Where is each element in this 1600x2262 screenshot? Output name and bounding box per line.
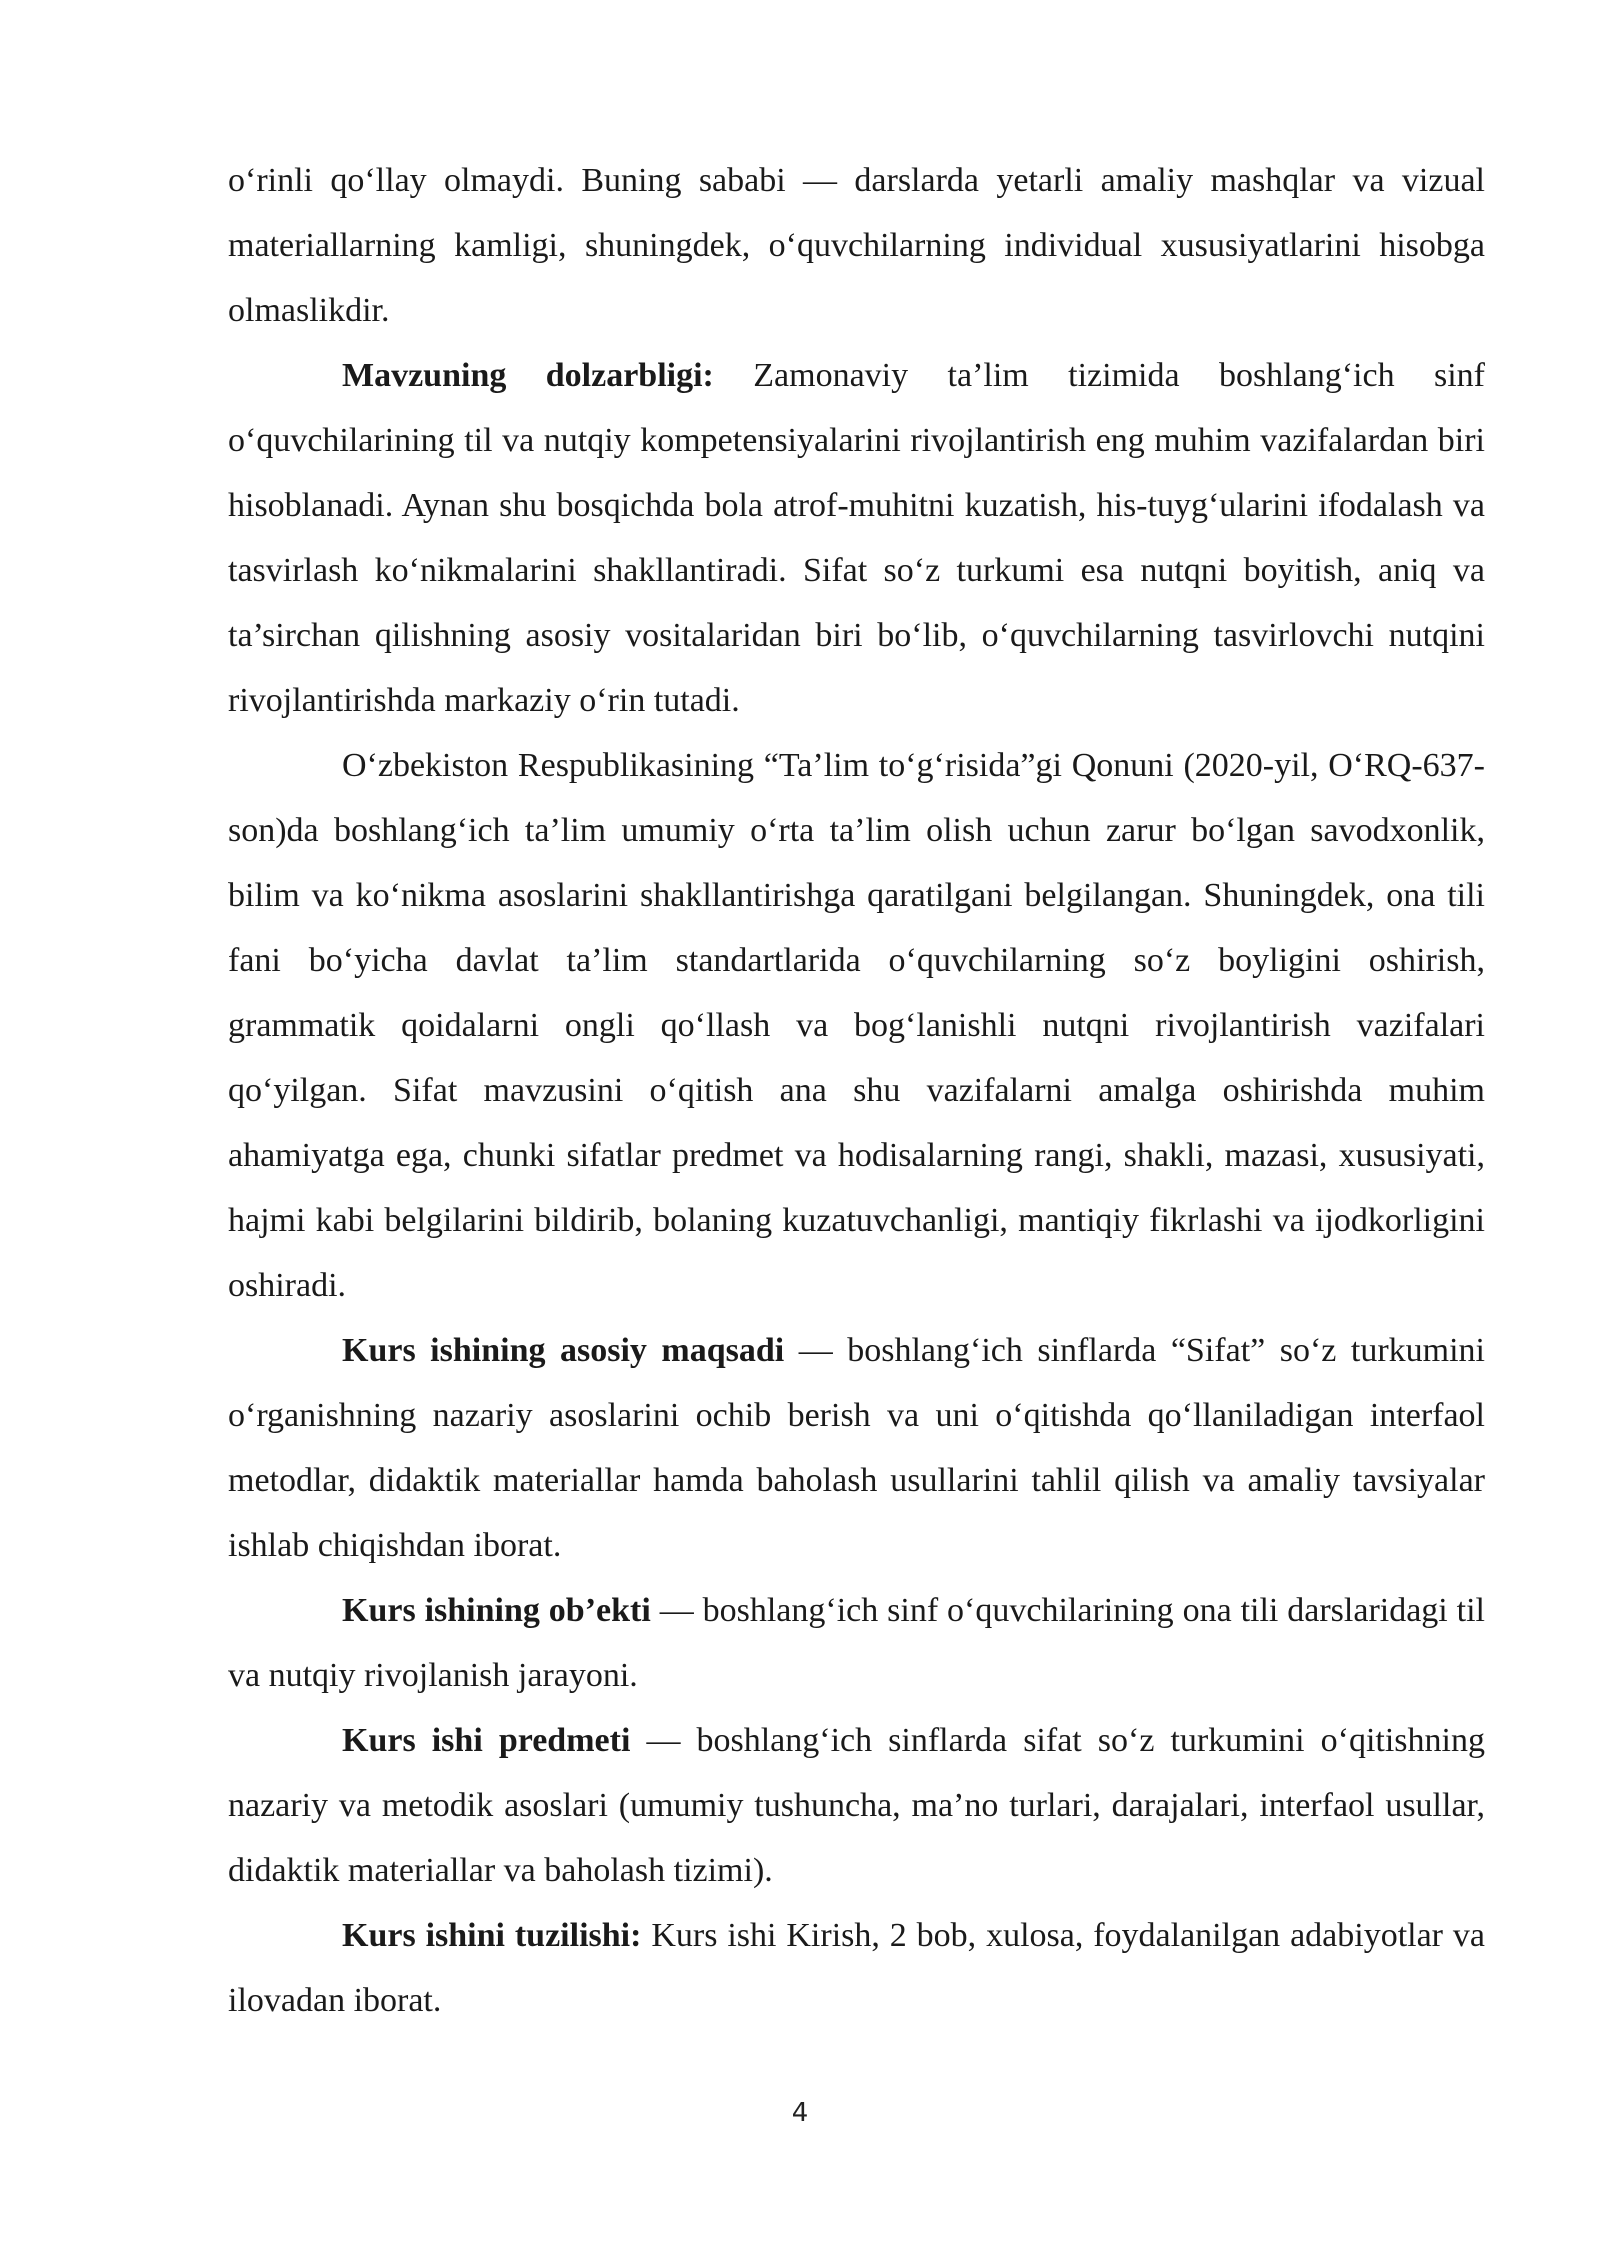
paragraph-goal <box>228 1318 1485 1578</box>
paragraph-text: — boshlang‘ich sinflarda “Sifat” so‘z turkumini o‘rganishning nazariy asoslarini ochib berish va uni o‘qitishda qo‘llaniladigan interfaol metodlar, didaktik materiallar hamda baholash usullarini tahlil qilish va amaliy tavsiyalar ishlab chiqishdan iborat. <box>228 1332 1486 1564</box>
paragraph-text: Zamonaviy ta’lim tizimida boshlang‘ich sinf o‘quvchilarining til va nutqiy kompetensiyalarini rivojlantirish eng muhim vazifalardan biri hisoblanadi. Aynan shu bosqichda bola atrof-muhitni kuzatish, his-tuyg‘ularini ifodalash va tasvirlash ko‘nikmalarini shakllantiradi. Sifat so‘z turkumi esa nutqni boyitish, aniq va ta’sirchan qilishning asosiy vositalaridan biri bo‘lib, o‘quvchilarning tasvirlovchi nutqini rivojlantirishda markaziy o‘rin tutadi. <box>228 357 1485 719</box>
paragraph-text: O‘zbekiston Respublikasining “Ta’lim to‘g‘risida”gi Qonuni (2020-yil, O‘RQ-637-son)da boshlang‘ich ta’lim umumiy o‘rta ta’lim olish uchun zarur bo‘lgan savodxonlik, bilim va ko‘nikma asoslarini shakllantirishga qaratilgani belgilangan. Shuningdek, ona tili fani bo‘yicha davlat ta’lim standartlarida o‘quvchilarning so‘z boyligini oshirish, grammatik qoidalarni ongli qo‘llash va bog‘lanishli nutqni rivojlantirish vazifalari qo‘yilgan. Sifat mavzusini o‘qitish ana shu vazifalarni amalga oshirishda muhim ahamiyatga ega, chunki sifatlar predmet va hodisalarning rangi, shakli, mazasi, xususiyati, hajmi kabi belgilarini bildirib, bolaning kuzatuvchanligi, mantiqiy fikrlashi va ijodkorligini oshiradi. <box>228 747 1485 1304</box>
paragraph-text: — boshlang‘ich sinflarda sifat so‘z turkumini o‘qitishning nazariy va metodik asoslari (umumiy tushuncha, ma’no turlari, darajalari, interfaol usullar, didaktik materiallar va baholash tizimi). <box>228 1722 1485 1889</box>
paragraph-subject <box>228 1708 1485 1903</box>
page-number: 4 <box>791 2098 809 2128</box>
paragraph-lead: Kurs ishining ob’ekti <box>342 1592 651 1629</box>
paragraph-lead: Kurs ishi predmeti <box>342 1722 631 1759</box>
paragraph-continuation <box>228 148 1485 343</box>
paragraph-text: — boshlang‘ich sinf o‘quvchilarining ona tili darslaridagi til va nutqiy rivojlanish jarayoni. <box>228 1592 1485 1694</box>
paragraph-lead: Mavzuning dolzarbligi: <box>342 357 714 394</box>
paragraph-lead: Kurs ishini tuzilishi: <box>342 1917 642 1954</box>
paragraph-text: o‘rinli qo‘llay olmaydi. Buning sababi — darslarda yetarli amaliy mashqlar va vizual materiallarning kamligi, shuningdek, o‘quvchilarning individual xususiyatlarini hisobga olmaslikdir. <box>228 162 1485 329</box>
paragraph-text: Kurs ishi Kirish, 2 bob, xulosa, foydalanilgan adabiyotlar va ilovadan iborat. <box>228 1917 1485 2019</box>
paragraph-law <box>228 733 1485 1318</box>
paragraph-lead: Kurs ishining asosiy maqsadi <box>342 1332 785 1369</box>
paragraph-object <box>228 1578 1485 1708</box>
document-page <box>228 148 1485 2033</box>
paragraph-structure <box>228 1903 1485 2033</box>
paragraph-relevance <box>228 343 1485 733</box>
